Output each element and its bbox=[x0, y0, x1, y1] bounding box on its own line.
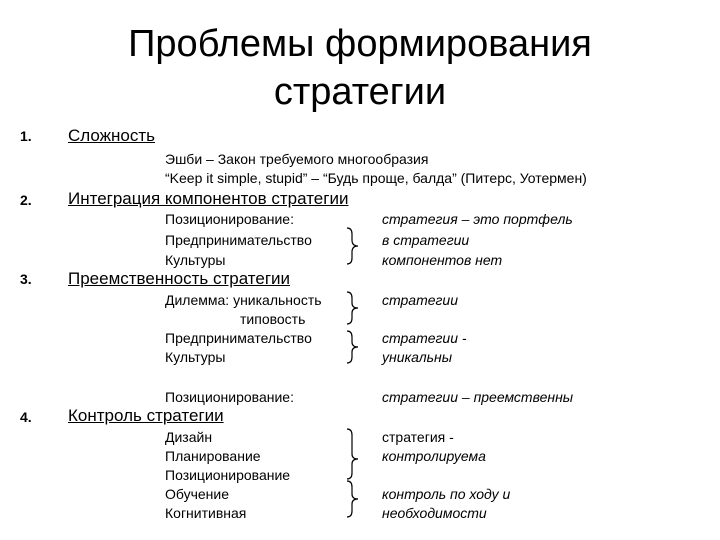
section-2-right-3: компонентов нет bbox=[382, 252, 503, 268]
brace-section-3-bottom bbox=[347, 331, 358, 363]
title-line-2: стратегии bbox=[273, 71, 447, 113]
section-4-right-4: необходимости bbox=[382, 505, 487, 521]
section-2-left-2: Предпринимательство bbox=[165, 232, 312, 248]
section-3-heading: Преемственность стратегии bbox=[68, 269, 291, 288]
section-3-right-3: уникальны bbox=[382, 349, 452, 365]
section-2-heading: Интеграция компонентов стратегии bbox=[68, 189, 349, 208]
section-3-left-2: типовость bbox=[240, 311, 306, 327]
brace-section-4-top bbox=[347, 429, 358, 479]
section-4-left-2: Планирование bbox=[165, 448, 261, 464]
brace-section-2 bbox=[347, 228, 358, 264]
section-1-line-2: “Keep it simple, stupid” – “Будь проще, балда” (Питерс, Уотермен) bbox=[165, 170, 587, 186]
brace-section-3-top bbox=[347, 292, 358, 324]
section-3-number: 3. bbox=[20, 271, 32, 287]
section-3-left-3: Предпринимательство bbox=[165, 330, 312, 346]
section-4-right-3: контроль по ходу и bbox=[382, 486, 511, 502]
section-3-right-1: стратегии bbox=[382, 292, 459, 308]
section-2-number: 2. bbox=[20, 192, 32, 208]
section-1-line-1: Эшби – Закон требуемого многообразия bbox=[165, 151, 429, 167]
title-line-1: Проблемы формирования bbox=[128, 23, 592, 65]
section-4-heading: Контроль стратегии bbox=[68, 406, 224, 425]
section-4-right-1: стратегия - bbox=[382, 429, 454, 445]
section-3-right-4: стратегии – преемственны bbox=[382, 389, 574, 405]
section-2-left-3: Культуры bbox=[165, 252, 226, 268]
section-3-left-5: Позиционирование: bbox=[165, 389, 294, 405]
section-4-left-3: Позиционирование bbox=[165, 467, 291, 483]
section-4-left-1: Дизайн bbox=[165, 429, 213, 445]
section-1-heading: Сложность bbox=[68, 126, 156, 145]
section-3-right-2: стратегии - bbox=[382, 330, 467, 346]
section-4-left-5: Когнитивная bbox=[165, 505, 247, 521]
section-2-right-2: в стратегии bbox=[382, 232, 470, 248]
section-4-left-4: Обучение bbox=[165, 486, 230, 502]
section-1-number: 1. bbox=[20, 128, 32, 144]
section-3-left-1: Дилемма: уникальность bbox=[165, 292, 322, 308]
section-3-left-4: Культуры bbox=[165, 349, 226, 365]
section-4-right-2: контролируема bbox=[382, 448, 486, 464]
section-4-number: 4. bbox=[20, 409, 32, 425]
brace-section-4-bottom bbox=[347, 481, 358, 517]
section-2-right-1: стратегия – это портфель bbox=[382, 211, 573, 227]
section-2-left-1: Позиционирование: bbox=[165, 211, 294, 227]
